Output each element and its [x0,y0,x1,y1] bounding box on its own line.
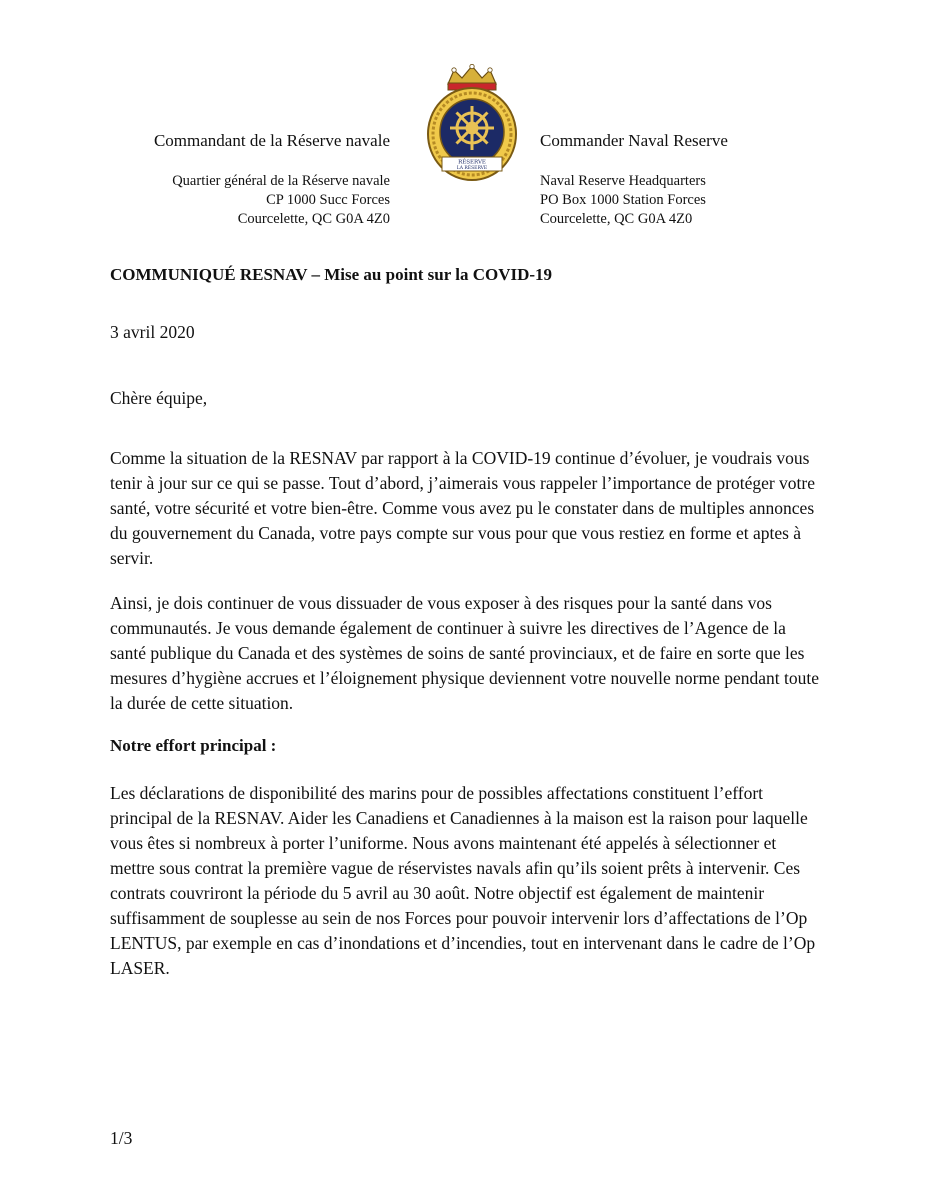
page-number: 1/3 [110,1128,133,1148]
header-en-address [540,172,706,229]
letter-subject: COMMUNIQUÉ RESNAV – Mise au point sur la COVID-19 [110,265,553,284]
crest-text-line1: RÉSERVE [458,159,486,166]
header-en-addr-line2: PO Box 1000 Station Forces [540,192,706,208]
letter-paragraph-3: Les déclarations de disponibilité des marins pour de possibles affectations constituent l’effort principal de la RESNAV. Aider les Canadiens et Canadiennes à la maison est la raison pour laquelle vous êtes si nombreux à porter l’uniforme. Nous avons maintenant été appelés à sélectionner et mettre sous contrat la première vague de réservistes navals afin qu’ils soient prêts à intervenir. Ces contrats couvriront la période du 5 avril au 30 août. Notre objectif est également de maintenir suffisamment de souplesse au sein de nos Forces pour pouvoir intervenir lors d’affectations de l’Op LENTUS, par exemple en cas d’inondations et d’incendies, tout en intervenant dans le cadre de l’Op LASER. [110,783,816,978]
section-heading: Notre effort principal : [110,736,277,755]
letter-paragraph-2: Ainsi, je dois continuer de vous dissuader de vous exposer à des risques pour la santé dans vos communautés. Je vous demande également de continuer à suivre les directives de l’Agence de la santé publique du Canada et des systèmes de soins de santé provinciaux, et de faire en sorte que les mesures d’hygiène accrues et l’éloignement physique deviennent votre nouvelle norme pendant toute la durée de cette situation. [110,593,819,713]
header-fr-title: Commandant de la Réserve navale [153,131,390,150]
header-fr-address [110,172,390,229]
header-en-addr-line3: Courcelette, QC G0A 4Z0 [540,211,693,227]
letter-date: 3 avril 2020 [110,322,195,342]
header-fr-addr-line2: CP 1000 Succ Forces [266,192,390,208]
letter-salutation: Chère équipe, [110,388,208,408]
letter-paragraph-1: Comme la situation de la RESNAV par rapport à la COVID-19 continue d’évoluer, je voudrais vous tenir à jour sur ce qui se passe. Tout d’abord, j’aimerais vous rappeler l’importance de protéger votre santé, votre sécurité et votre bien-être. Comme vous avez pu le constater dans de multiples annonces du gouvernement du Canada, votre pays compte sur vous pour que vous restiez en forme et aptes à servir. [110,448,816,568]
naval-reserve-crest-icon [420,64,524,188]
header-fr-addr-line3: Courcelette, QC G0A 4Z0 [237,211,390,227]
crown-icon [448,64,496,90]
header-en-title: Commander Naval Reserve [540,131,728,150]
header-en-addr-line1: Naval Reserve Headquarters [540,173,706,189]
ships-wheel-icon [450,106,494,150]
header-fr-addr-line1: Quartier général de la Réserve navale [172,173,390,189]
crest-text-line2: LA RÉSERVE [456,166,488,171]
